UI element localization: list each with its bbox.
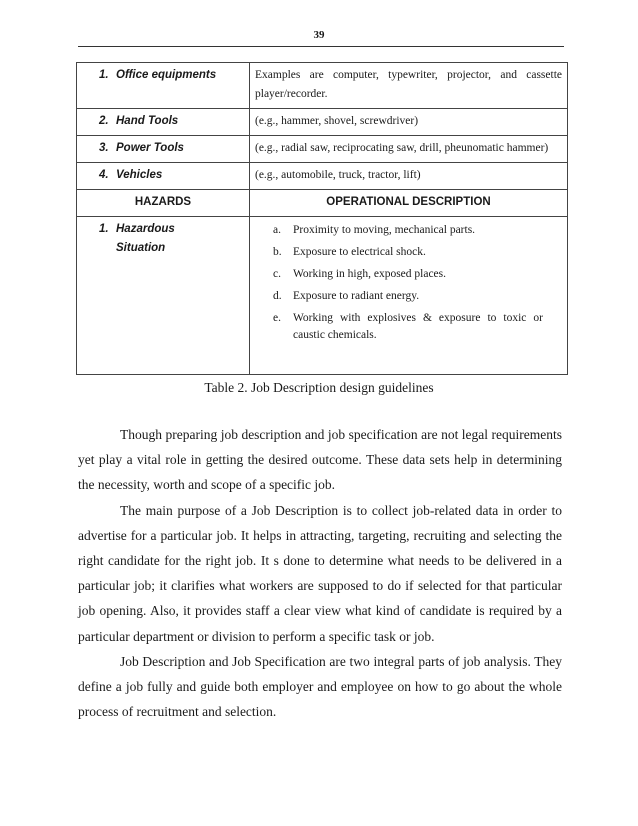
row-number: 1.	[99, 223, 109, 235]
list-letter: e.	[273, 312, 281, 324]
list-text: Working in high, exposed places.	[293, 268, 447, 280]
table-row	[77, 109, 568, 136]
table-cell-label	[77, 63, 250, 109]
table-row	[77, 163, 568, 190]
hazard-label-line2: Situation	[116, 242, 166, 254]
page-number: 39	[313, 29, 325, 41]
table-row	[77, 217, 568, 375]
table-row	[77, 136, 568, 163]
list-text: Exposure to radiant energy.	[293, 290, 420, 302]
row-label: Hand Tools	[116, 115, 179, 127]
row-number: 4.	[99, 169, 109, 181]
table-cell-label	[77, 136, 250, 163]
header-rule	[78, 46, 564, 47]
list-item	[255, 310, 562, 344]
list-item	[255, 288, 562, 305]
row-label: Office equipments	[116, 69, 217, 81]
hazard-list	[255, 222, 562, 344]
table-cell-desc: Examples are computer, typewriter, projector, and cassette player/recorder.	[250, 63, 568, 109]
list-letter: a.	[273, 224, 281, 236]
list-text: Exposure to electrical shock.	[293, 246, 426, 258]
body-text	[78, 422, 562, 724]
row-label: Power Tools	[116, 142, 184, 154]
list-text: Proximity to moving, mechanical parts.	[293, 224, 476, 236]
table-row	[77, 63, 568, 109]
table-caption: Table 2. Job Description design guidelines	[204, 380, 434, 395]
row-number: 3.	[99, 142, 109, 154]
operational-description-header: OPERATIONAL DESCRIPTION	[250, 190, 568, 217]
table-header-row	[77, 190, 568, 217]
table-cell-label	[77, 109, 250, 136]
job-description-table	[76, 62, 568, 375]
list-letter: c.	[273, 268, 281, 280]
list-letter: b.	[273, 246, 282, 258]
hazard-label-line1: Hazardous	[116, 223, 175, 235]
paragraph: Job Description and Job Specification are two integral parts of job analysis. They define a job fully and guide both employer and employee on how to go about the whole process of recruitment and selection.	[78, 653, 562, 720]
hazard-description-cell	[250, 217, 568, 375]
table-cell-desc: (e.g., radial saw, reciprocating saw, drill, pheunomatic hammer)	[250, 136, 568, 163]
list-text: Working with explosives & exposure to toxic or caustic chemicals.	[293, 312, 543, 341]
table-cell-label	[77, 163, 250, 190]
row-label: Vehicles	[116, 169, 163, 181]
row-number: 1.	[99, 69, 109, 81]
paragraph: The main purpose of a Job Description is to collect job-related data in order to advertise for a particular job. It helps in attracting, targeting, recruiting and selecting the right candidate for the right job. It s done to determine what needs to be delivered in a particular job; it clarifies what workers are supposed to do if selected for that particular job opening. Also, it provides staff a clear view what kind of candidate is required by a particular department or division to perform a specific task or job.	[78, 502, 562, 644]
table-cell-desc: (e.g., hammer, shovel, screwdriver)	[250, 109, 568, 136]
hazards-header: HAZARDS	[77, 190, 250, 217]
hazard-label-cell	[77, 217, 250, 375]
table-cell-desc: (e.g., automobile, truck, tractor, lift)	[250, 163, 568, 190]
row-number: 2.	[99, 115, 109, 127]
list-letter: d.	[273, 290, 282, 302]
list-item	[255, 266, 562, 283]
list-item	[255, 244, 562, 261]
paragraph: Though preparing job description and job specification are not legal requirements yet play a vital role in getting the desired outcome. These data sets help in determining the necessity, worth and scope of a specific job.	[78, 427, 562, 493]
list-item	[255, 222, 562, 239]
